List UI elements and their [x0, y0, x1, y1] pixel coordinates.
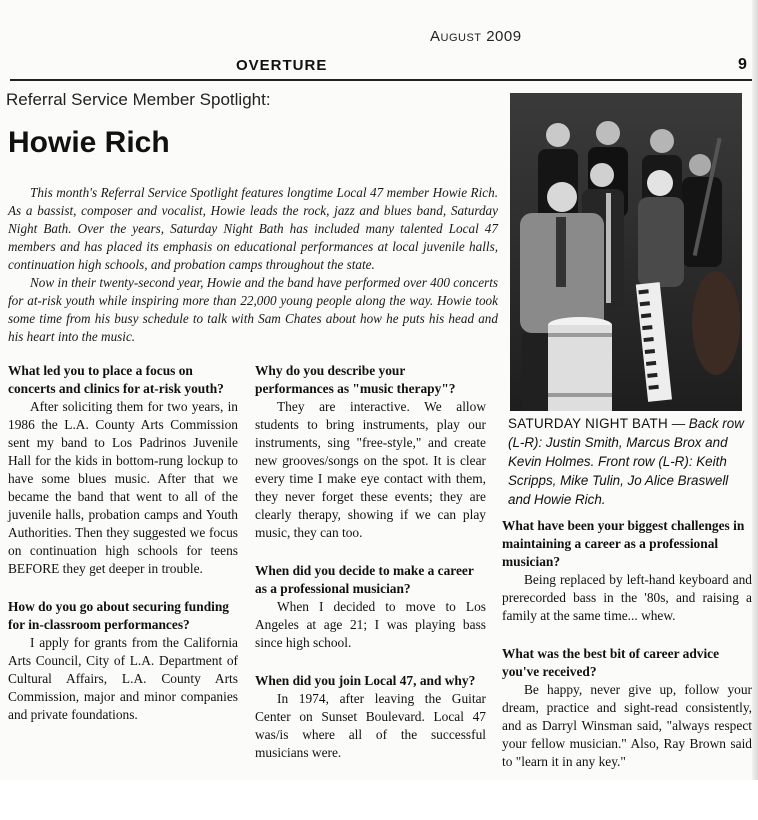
question-advice: What was the best bit of career advice you've received?: [502, 646, 720, 679]
column-2: [255, 362, 486, 762]
publication-name: OVERTURE: [236, 57, 328, 74]
band-photo-illustration: [510, 93, 742, 411]
section-kicker: Referral Service Member Spotlight:: [6, 90, 271, 109]
article-intro: [8, 184, 498, 346]
intro-paragraph-2: Now in their twenty-second year, Howie and the band have performed over 400 concerts for at-risk youth while inspiring more than 22,000 young people along the way. Howie took some time from his busy schedule to talk with Sam Chates about how he puts his head and his heart into the music.: [8, 275, 498, 344]
answer-music-therapy: They are interactive. We allow students to bring instruments, play our instruments, sing "free-style," and create new grooves/songs on the spot. It is clear every time I make eye contact with them, they never forget these events; they are clearly therapy, showing if we can play music, they can too.: [255, 399, 486, 540]
intro-paragraph-1: This month's Referral Service Spotlight features longtime Local 47 member Howie Rich. As a bassist, composer and vocalist, Howie leads the rock, jazz and blues band, Saturday Night Bath. Over the years, Saturday Night Bath has included many talented Local 47 members and has placed its emphasis on educational performances at local juvenile halls, continuation high schools, and probation camps throughout the state.: [8, 185, 498, 272]
question-music-therapy: Why do you describe your performances as "music therapy"?: [255, 363, 456, 396]
column-3: [502, 517, 752, 771]
column-1: [8, 362, 238, 724]
page-bottom-margin: [0, 780, 758, 820]
question-career-decision: When did you decide to make a career as a professional musician?: [255, 563, 474, 596]
header-rule: [10, 79, 752, 81]
page-edge-shadow: [752, 0, 758, 820]
answer-challenges: Being replaced by left-hand keyboard and prerecorded bass in the '80s, and raising a family at the same time... whew.: [502, 572, 752, 623]
answer-career-decision: When I decided to move to Los Angeles at age 21; I was playing bass since high school.: [255, 599, 486, 650]
caption-text: — Back row (L-R): Justin Smith, Marcus Brox and Kevin Holmes. Front row (L-R): Keith Scripps, Mike Tulin, Jo Alice Braswell and Howie Rich.: [508, 416, 744, 507]
caption-band-name: SATURDAY NIGHT BATH: [508, 416, 668, 431]
issue-year: 2009: [486, 28, 522, 45]
question-focus: What led you to place a focus on concerts and clinics for at-risk youth?: [8, 363, 224, 396]
page-number: 9: [738, 56, 747, 73]
issue-month: August: [430, 28, 482, 45]
answer-focus: After soliciting them for two years, in 1986 the L.A. County Arts Commission sent my band to Los Padrinos Juvenile Hall for the kids in bottom-rung lockup to have some blues music. After that we became the band that went to all of the juvenile halls, probation camps and Youth Authorities. Then they suggested we focus on continuation high schools for teens BEFORE they get deeper in trouble.: [8, 399, 238, 576]
question-challenges: What have been your biggest challenges in maintaining a career as a professional musician?: [502, 518, 745, 569]
issue-date: [430, 28, 522, 45]
article-title: Howie Rich: [8, 126, 170, 159]
question-join-local: When did you join Local 47, and why?: [255, 673, 476, 688]
band-photo: [510, 93, 742, 411]
answer-funding: I apply for grants from the California Arts Council, City of L.A. Department of Cultural Affairs, L.A. County Arts Commission, major and minor companies and private foundations.: [8, 635, 238, 722]
question-funding: How do you go about securing funding for in-classroom performances?: [8, 599, 229, 632]
answer-join-local: In 1974, after leaving the Guitar Center on Sunset Boulevard. Local 47 was/is where all of the successful musicians were.: [255, 691, 486, 760]
photo-caption: [508, 414, 753, 509]
answer-advice: Be happy, never give up, follow your dream, practice and sight-read consistently, and as Darryl Winsman said, "always respect your fellow musician." Also, Ray Brown said to "learn it in any key.": [502, 682, 752, 769]
